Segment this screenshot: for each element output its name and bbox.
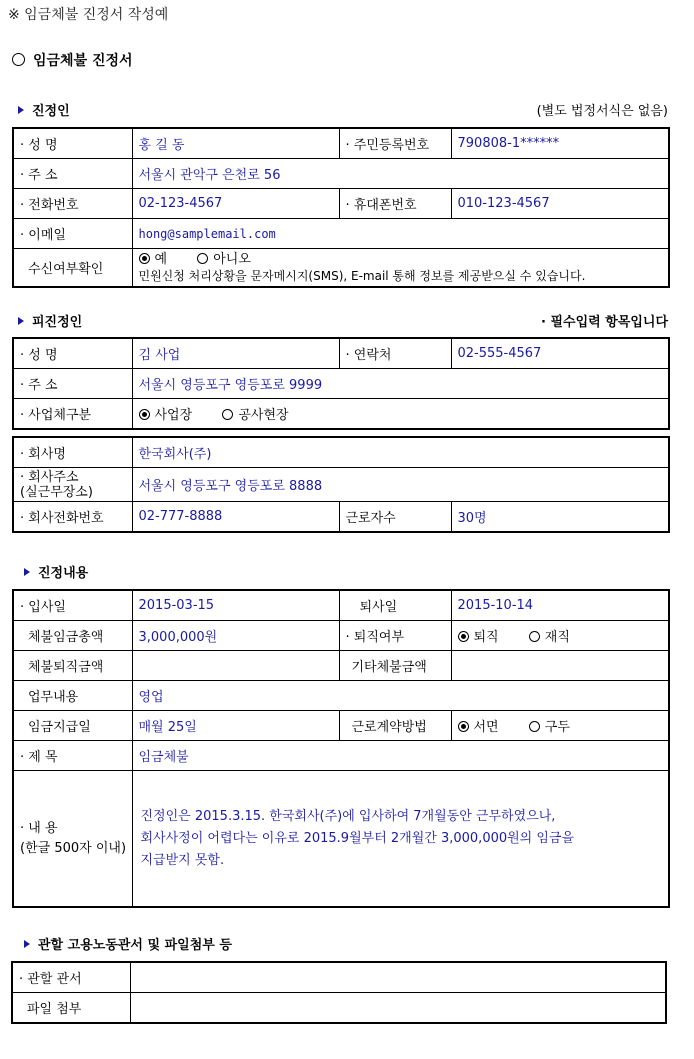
radio-checked-icon (139, 409, 150, 420)
triangle-icon (24, 940, 30, 948)
resp-name-label: · 성 명 (13, 338, 132, 369)
section-petition: 진정내용 (24, 562, 88, 581)
company-table (12, 436, 670, 533)
petition-table (12, 589, 670, 908)
section-petitioner: 진정인 (18, 100, 70, 119)
duty-label: 업무내용 (13, 681, 132, 711)
section-respondent: 피진정인 (18, 311, 82, 330)
radio-unchecked-icon (197, 253, 208, 264)
triangle-icon (18, 106, 24, 114)
resp-contact-value[interactable]: 02-555-4567 (451, 338, 669, 369)
content-line: 진정인은 2015.3.15. 한국회사(주)에 입사하여 7개월동안 근무하였으나, (140, 808, 556, 824)
radio-checked-icon (458, 721, 469, 732)
biz-type-site-option[interactable]: 사업장 (139, 408, 193, 423)
company-address-label: · 회사주소 (실근무장소) (13, 468, 132, 502)
biz-type-construction-option[interactable]: 공사현장 (222, 408, 288, 423)
office-value[interactable] (130, 962, 666, 993)
retired-no-option[interactable]: 재직 (529, 630, 570, 645)
example-note: ※ 임금체불 진정서 작성예 (8, 7, 169, 23)
receive-no-option[interactable]: 아니오 (197, 252, 251, 267)
join-date-label: · 입사일 (13, 590, 132, 621)
join-date-value[interactable]: 2015-03-15 (132, 590, 339, 621)
company-address-value[interactable]: 서울시 영등포구 영등포로 8888 (132, 468, 669, 502)
required-note: · 필수입력 항목입니다 (540, 315, 668, 330)
biz-type-cell (132, 399, 669, 430)
leave-date-label: 퇴사일 (339, 590, 451, 621)
phone-label: · 전화번호 (13, 189, 132, 219)
contract-label: 근로계약방법 (339, 711, 451, 741)
radio-unchecked-icon (529, 631, 540, 642)
company-label: · 회사명 (13, 437, 132, 468)
payday-label: 임금지급일 (13, 711, 132, 741)
duty-value[interactable]: 영업 (132, 681, 669, 711)
triangle-icon (18, 317, 24, 325)
biz-type-label: · 사업체구분 (13, 399, 132, 430)
workers-value[interactable]: 30명 (451, 502, 669, 533)
triangle-icon (24, 568, 30, 576)
resp-contact-label: · 연락처 (339, 338, 451, 369)
content-line: 지급받지 못함. (140, 852, 225, 868)
receive-cell (132, 249, 669, 288)
retired-label: · 퇴직여부 (339, 621, 451, 651)
petitioner-note: (별도 법정서식은 없음) (536, 104, 668, 119)
radio-checked-icon (139, 253, 150, 264)
section-office: 관할 고용노동관서 및 파일첨부 등 (24, 934, 232, 953)
circle-icon (12, 53, 25, 66)
resp-address-label: · 주 소 (13, 369, 132, 399)
leave-date-value[interactable]: 2015-10-14 (451, 590, 669, 621)
subject-label: · 제 목 (13, 741, 132, 771)
resp-address-value[interactable]: 서울시 영등포구 영등포로 9999 (132, 369, 669, 399)
payday-value[interactable]: 매월 25일 (132, 711, 339, 741)
file-attach-label: 파일 첨부 (12, 993, 130, 1024)
company-value[interactable]: 한국회사(주) (132, 437, 669, 468)
radio-checked-icon (458, 631, 469, 642)
content-line: 회사사정이 어렵다는 이유로 2015.9월부터 2개월간 3,000,000원의 임금을 (140, 830, 575, 846)
content-value[interactable] (132, 771, 669, 908)
office-label: · 관할 관서 (12, 962, 130, 993)
unpaid-total-label: 체불임금총액 (13, 621, 132, 651)
file-attach-value[interactable] (130, 993, 666, 1024)
content-label: · 내 용 (한글 500자 이내) (13, 771, 132, 908)
workers-label: 근로자수 (339, 502, 451, 533)
other-unpaid-value[interactable] (451, 651, 669, 681)
contract-oral-option[interactable]: 구두 (529, 720, 570, 735)
rrn-value[interactable]: 790808-1****** (451, 128, 669, 159)
subject-value[interactable]: 임금체불 (132, 741, 669, 771)
office-table (11, 961, 667, 1024)
severance-label: 체불퇴직금액 (13, 651, 132, 681)
phone-value[interactable]: 02-123-4567 (132, 189, 339, 219)
other-unpaid-label: 기타체불금액 (339, 651, 451, 681)
rrn-label: · 주민등록번호 (339, 128, 451, 159)
unpaid-total-value[interactable]: 3,000,000원 (132, 621, 339, 651)
mobile-value[interactable]: 010-123-4567 (451, 189, 669, 219)
company-phone-value[interactable]: 02-777-8888 (132, 502, 339, 533)
resp-name-value[interactable]: 김 사업 (132, 338, 339, 369)
receive-notice: 민원신청 처리상황을 문자메시지(SMS), E-mail 통해 정보를 제공받으실 수 있습니다. (138, 269, 586, 283)
name-label: · 성 명 (13, 128, 132, 159)
receive-label: 수신여부확인 (13, 249, 132, 288)
retired-yes-option[interactable]: 퇴직 (458, 630, 499, 645)
company-phone-label: · 회사전화번호 (13, 502, 132, 533)
email-label: · 이메일 (13, 219, 132, 249)
contract-written-option[interactable]: 서면 (458, 720, 499, 735)
radio-unchecked-icon (529, 721, 540, 732)
address-value[interactable]: 서울시 관악구 은천로 56 (132, 159, 669, 189)
severance-value[interactable] (132, 651, 339, 681)
mobile-label: · 휴대폰번호 (339, 189, 451, 219)
petitioner-table (12, 127, 670, 288)
retired-cell (451, 621, 669, 651)
respondent-table (12, 337, 670, 430)
radio-unchecked-icon (222, 409, 233, 420)
address-label: · 주 소 (13, 159, 132, 189)
document-title: 임금체불 진정서 (12, 50, 133, 70)
name-value[interactable]: 홍 길 동 (132, 128, 339, 159)
contract-cell (451, 711, 669, 741)
email-value[interactable]: hong@samplemail.com (132, 219, 669, 249)
receive-yes-option[interactable]: 예 (139, 252, 168, 267)
